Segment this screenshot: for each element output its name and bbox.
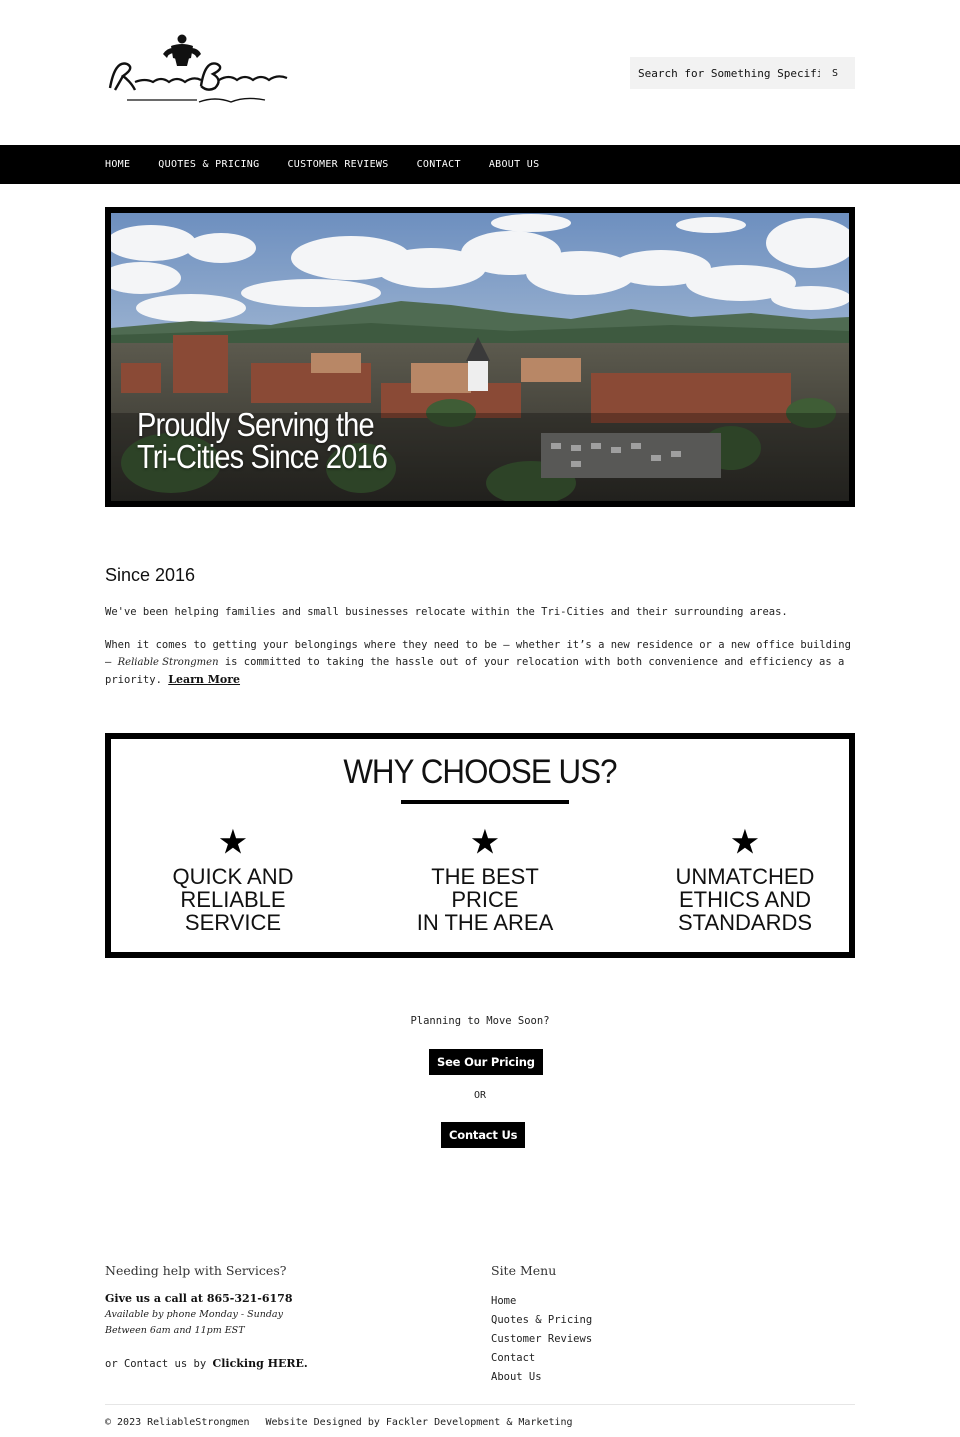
footer-help-column (105, 1263, 485, 1370)
search-input[interactable] (630, 67, 820, 80)
why-choose-us-box (105, 733, 855, 958)
feature-best-price (385, 811, 585, 934)
feature-label (385, 865, 585, 934)
site-header (0, 0, 960, 145)
nav-item-quotes-pricing[interactable]: QUOTES & PRICING (158, 159, 260, 170)
feature-label-line: PRICE (451, 887, 519, 912)
intro-section (105, 565, 855, 689)
feature-label-line: THE BEST (431, 864, 539, 889)
nav-item-customer-reviews[interactable]: CUSTOMER REVIEWS (287, 159, 389, 170)
footer-menu-quotes-pricing[interactable]: Quotes & Pricing (491, 1314, 593, 1326)
learn-more-link[interactable]: Learn More (168, 673, 241, 686)
strongman-logo-icon (105, 30, 295, 110)
feature-label (645, 865, 845, 934)
copyright-text: © 2023 ReliableStrongmen (105, 1417, 250, 1428)
intro-heading: Since 2016 (105, 565, 196, 585)
feature-label-line: ETHICS AND (678, 887, 812, 912)
cta-question: Planning to Move Soon? (410, 1015, 550, 1027)
heading-underline (401, 800, 569, 804)
nav-item-contact[interactable]: CONTACT (416, 159, 461, 170)
footer-menu-heading: Site Menu (491, 1263, 557, 1278)
intro-paragraph-1: We've been helping families and small businesses relocate within the Tri-Cities and their surrounding areas. (105, 606, 788, 618)
company-name: Reliable Strongmen (117, 657, 219, 668)
feature-ethics-standards (645, 811, 845, 934)
nav-item-about-us[interactable]: ABOUT US (488, 159, 540, 170)
hero-image (111, 213, 849, 501)
why-heading: WHY CHOOSE US? (343, 753, 617, 791)
phone-number[interactable]: Give us a call at 865-321-6178 (105, 1292, 293, 1305)
contact-us-button[interactable]: Contact Us (441, 1122, 525, 1148)
star-icon: ★ (730, 810, 760, 866)
main-nav (0, 145, 960, 184)
star-icon: ★ (218, 810, 248, 866)
see-pricing-button[interactable]: See Our Pricing (429, 1049, 543, 1075)
hero-title (137, 406, 387, 475)
hero-banner (105, 207, 855, 507)
availability-days: Available by phone Monday - Sunday (105, 1309, 283, 1320)
availability-text (105, 1307, 485, 1339)
designer-credit[interactable]: Website Designed by Fackler Development & Marketing (265, 1417, 573, 1428)
hero-title-line-2: Tri-Cities Since 2016 (137, 438, 387, 475)
copyright-bar (105, 1417, 573, 1428)
feature-label-line: UNMATCHED (675, 864, 815, 889)
intro-p2-end: is committed to taking the hassle out of your relocation with both convenience and efficiency as a priority. (105, 656, 845, 686)
site-logo[interactable] (105, 30, 295, 110)
hero-title-line-1: Proudly Serving the (137, 406, 374, 443)
search-button[interactable]: S (831, 67, 839, 79)
feature-quick-reliable (133, 811, 333, 934)
feature-label-line: IN THE AREA (416, 910, 554, 935)
footer-contact-link[interactable]: Clicking HERE. (212, 1357, 308, 1370)
intro-p2-start: When it comes to getting your belongings where they need to be – whether it’s a new residence or a new office building – (105, 639, 851, 668)
footer-menu-customer-reviews[interactable]: Customer Reviews (491, 1333, 593, 1345)
feature-label-line: STANDARDS (677, 910, 813, 935)
cta-section (0, 1015, 960, 1142)
intro-paragraph-2 (105, 637, 855, 689)
footer-menu-column (491, 1263, 851, 1387)
feature-label-line: SERVICE (184, 910, 282, 935)
feature-label-line: RELIABLE (180, 887, 286, 912)
footer-menu-about-us[interactable]: About Us (491, 1371, 542, 1383)
feature-label-line: QUICK AND (172, 864, 294, 889)
nav-item-home[interactable]: HOME (105, 159, 131, 170)
footer-help-heading: Needing help with Services? (105, 1263, 287, 1278)
footer-contact-line (105, 1357, 485, 1370)
footer-contact-text: or Contact us by (105, 1358, 213, 1370)
footer-divider (105, 1404, 855, 1405)
footer-menu-home[interactable]: Home (491, 1295, 517, 1307)
footer-menu-contact[interactable]: Contact (491, 1352, 536, 1364)
feature-label (133, 865, 333, 934)
star-icon: ★ (470, 810, 500, 866)
or-divider: OR (473, 1090, 487, 1101)
availability-hours: Between 6am and 11pm EST (105, 1325, 245, 1336)
search-box (630, 57, 855, 89)
